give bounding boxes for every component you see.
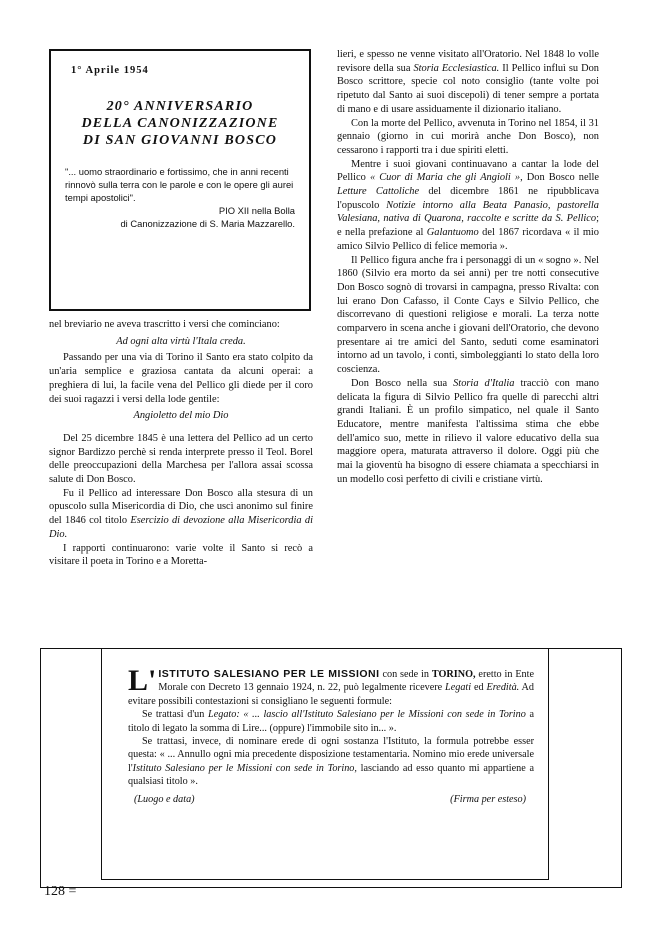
- anniversary-notice: [49, 49, 311, 311]
- paragraph: nel breviario ne aveva trascritto i versi che cominciano:: [49, 319, 280, 330]
- text: Mentre i suoi giovani continuavano a cantar la lode del Pellico: [337, 158, 599, 184]
- paragraph: [337, 377, 599, 487]
- notice-title: [65, 98, 295, 149]
- text: tracciò con mano delicata la figura di Silvio Pellico fra quelle di parecchi altri grandi Italiani. È un profilo simpatico, nel quale il Santo Educatore, mentre manifesta l'altissima stima che ebbe dell'amico suo, mette in rilievo il valore educativo della sua maggiore opera, maturata attraverso il dolore. Oggi più che mai la gioventù ha bisogno di essere chiamata a specchiarsi in un modello così perfetto di civili e cristiane virtù.: [337, 377, 599, 485]
- paragraph: [337, 48, 599, 117]
- term: Legati: [445, 682, 472, 694]
- text: Ad evitare possibili contestazioni si consigliano le seguenti formule:: [128, 682, 534, 707]
- text: lieri, e spesso ne venne visitato all'Oratorio. Nel 1848 lo volle revisore della sua: [337, 49, 599, 74]
- text: , Don Bosco nelle: [520, 172, 599, 184]
- paragraph: Con la morte del Pellico, avvenuta in Torino nel 1854, il 31 gennaio (giorno in cui morirà anche Don Bosco), non cessarono i rapporti tra i due spiriti eletti.: [337, 117, 599, 156]
- formula: Istituto Salesiano per le Missioni con sede in Torino,: [132, 762, 357, 774]
- text: lasciando ad esso quanto mi appartiene a qualsiasi titolo ».: [128, 762, 534, 788]
- paragraph: I rapporti continuarono: varie volte il Santo si recò a visitare il poeta in Torino e a Moretta-: [49, 542, 313, 568]
- text: con sede in: [379, 669, 432, 680]
- text: Se trattasi d'un: [142, 709, 209, 721]
- paragraph: Il Pellico figura anche fra i personaggi di un « sogno ». Nel 1860 (Silvio era morto da sei anni) per tre notti consecutive Don Bosco sognò di trovarsi in campagna, presso Rivalta: con lui erano Don Cafasso, il Conte Cays e Silvio Pellico, che discorrevano di questioni religiose e morali. La terza notte comparvero in scena anche i giovani dell'Oratorio, che devono presentare ai tre amici del Santo, seduti come esaminatori intorno ad un tavolo, i conti, simboleggianti lo stato della loro coscienza.: [337, 254, 599, 376]
- book-title: Notizie intorno alla Beata Panasio, pastorella Valesiana, nativa di Quarona, raccolte e scritte da S. Pellico: [337, 199, 599, 225]
- left-column: [49, 318, 313, 569]
- text: Se trattasi, invece, di nominare erede di ogni sostanza l'Istituto, la formula potrebbe esser questa: « ... Annullo ogni mia precedente disposizione testamentaria. Nomino mio erede universale l': [128, 736, 534, 774]
- paragraph: [49, 487, 313, 542]
- paragraph: [337, 158, 599, 254]
- text: Don Bosco nella sua: [351, 377, 454, 389]
- text: eretto in Ente Morale con Decreto 13 gennaio 1924, n. 22, può legalmente ricevere: [158, 669, 534, 694]
- book-title: Galantuomo: [426, 227, 479, 239]
- text: ; e nella prefazione al: [337, 213, 599, 239]
- term: Eredità.: [486, 682, 520, 694]
- book-title: Storia d'Italia: [453, 377, 515, 389]
- verse-line: Ad ogni alta virtù l'Itala creda.: [116, 335, 246, 347]
- text: del 1867 ricordava « il mio amico Silvio Pellico di felice memoria ».: [337, 227, 599, 252]
- legacy-box: [40, 648, 622, 888]
- book-title: Esercizio di devozione alla Misericordia di Dio.: [49, 515, 313, 540]
- notice-title-line: DELLA CANONIZZAZIONE: [81, 116, 279, 131]
- notice-title-line: DI SAN GIOVANNI BOSCO: [82, 133, 278, 148]
- paragraph: [128, 708, 534, 735]
- verse-line: Angioletto del mio Dio: [133, 410, 229, 422]
- notice-cite-2: di Canonizzazione di S. Maria Mazzarello.: [120, 218, 295, 229]
- notice-cite-1: PIO XII nella Bolla: [218, 205, 295, 216]
- notice-date: 1° Aprile 1954: [71, 65, 149, 76]
- signature-row: [128, 793, 534, 806]
- institute-name: ISTITUTO SALESIANO PER LE MISSIONI: [158, 668, 380, 680]
- paragraph: [128, 664, 534, 708]
- song-title: « Cuor di Maria che gli Angioli »: [369, 172, 521, 184]
- paragraph: Del 25 dicembre 1845 è una lettera del Pellico ad un certo signor Bardizzo perchè si renda interprete presso il Teol. Borel delle preoccupazioni della Marchesa per l'allora assai scossa salute di Don Bosco.: [49, 432, 313, 486]
- text: ed: [471, 682, 487, 694]
- paragraph: [128, 735, 534, 789]
- right-column: [337, 48, 599, 487]
- book-title: Storia Ecclesiastica.: [413, 62, 500, 74]
- formula: Legato: « ... lascio all'Istituto Salesiano per le Missioni con sede in Torino: [208, 709, 526, 721]
- signature: (Firma per esteso): [450, 793, 526, 805]
- notice-title-line: 20° ANNIVERSARIO: [106, 99, 254, 114]
- place-date: (Luogo e data): [134, 793, 195, 805]
- paragraph: Passando per una via di Torino il Santo era stato colpito da un'aria semplice e graziosa cantata da alcuni operai: a preghiera di lui, la facile vena del Pellico gli diede per il coro dei suoi ragazzi i versi della lode gentile:: [49, 352, 313, 405]
- notice-quote: "... uomo straordinario e fortissimo, che in anni recenti rinnovò sulla terra con le parole e con le opere gli aurei tempi apostolici".: [65, 166, 294, 203]
- text: a titolo di legato la somma di Lire... (oppure) l'immobile sito in... ».: [128, 709, 534, 734]
- page-number: 128 =: [44, 884, 77, 899]
- legacy-box-content: [101, 648, 549, 880]
- text: Fu il Pellico ad interessare Don Bosco alla stesura di un opuscolo sulla Misericordia di Dio, che uscì anonimo sul finire del 1846 col titolo: [49, 487, 313, 527]
- drop-cap: L': [128, 664, 157, 697]
- book-title: Letture Cattoliche: [337, 186, 420, 198]
- text: del dicembre 1861 ne ripubblicava l'opuscolo: [337, 186, 600, 211]
- city-name: TORINO,: [431, 669, 476, 680]
- text: Il Pellico influì su Don Bosco scrittore, specie col noto consiglio (tante volte poi ripetuto dal Santo ai suoi discepoli) di tener sempre a portata di mano e di usare assiduamente il dizionario italiano.: [337, 62, 600, 115]
